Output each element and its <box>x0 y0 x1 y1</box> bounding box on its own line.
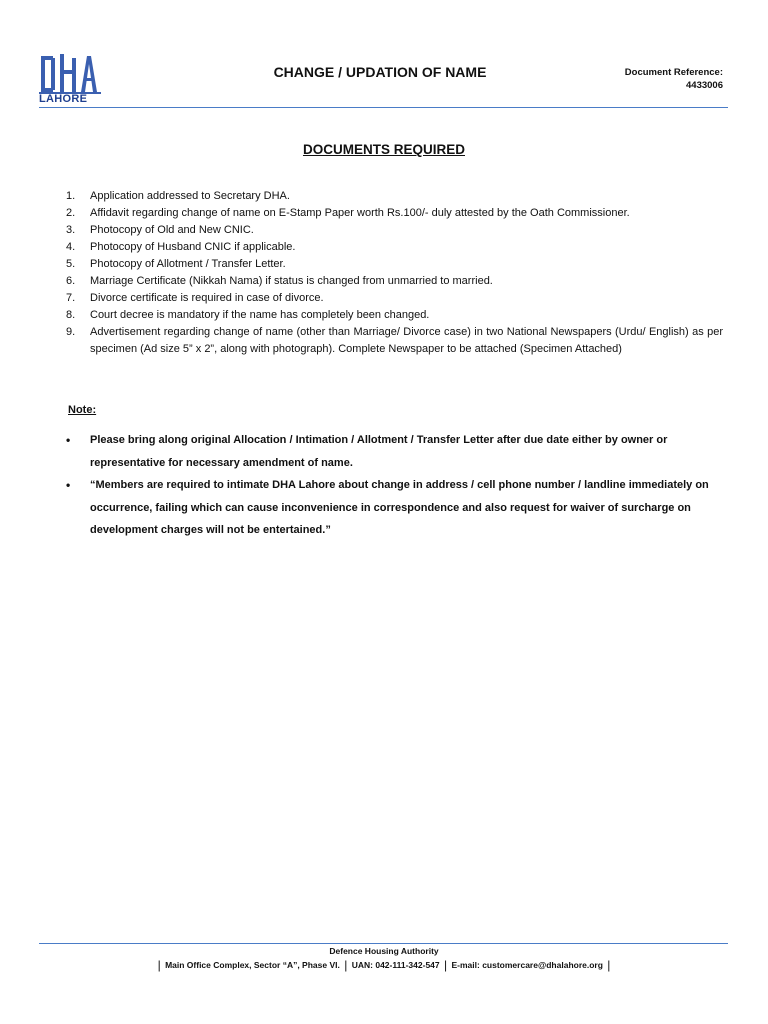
item-number: 2. <box>66 207 76 219</box>
item-number: 4. <box>66 241 76 253</box>
item-number: 3. <box>66 224 76 236</box>
notes-list <box>66 429 726 542</box>
list-item <box>66 273 723 290</box>
item-text: Marriage Certificate (Nikkah Nama) if status is changed from unmarried to married. <box>90 275 493 287</box>
section-title-documents: DOCUMENTS REQUIRED <box>302 142 465 157</box>
separator-icon: | <box>444 958 448 972</box>
item-number: 9. <box>66 326 76 338</box>
documents-list <box>66 188 723 358</box>
item-number: 5. <box>66 258 76 270</box>
bullet-icon: • <box>66 433 71 447</box>
list-item <box>66 324 723 358</box>
item-text: Photocopy of Old and New CNIC. <box>90 224 254 236</box>
separator-icon: | <box>607 958 611 972</box>
item-text: Advertisement regarding change of name (other than Marriage/ Divorce case) in two National Newspapers (Urdu/ English) as per specimen (Ad size 5” x 2”, along with photograph). Complete Newspaper to be attached (Specimen Attached) <box>90 326 723 355</box>
item-text: Photocopy of Allotment / Transfer Letter. <box>90 258 286 270</box>
note-item <box>66 429 726 474</box>
bullet-icon: • <box>66 478 71 492</box>
note-item <box>66 474 726 542</box>
list-item <box>66 222 723 239</box>
document-reference-label: Document Reference: <box>624 67 723 78</box>
item-number: 1. <box>66 190 76 202</box>
footer-contact <box>0 958 768 972</box>
item-number: 8. <box>66 309 76 321</box>
footer-address: Main Office Complex, Sector “A”, Phase VI. <box>165 960 340 970</box>
page-title: CHANGE / UPDATION OF NAME <box>273 64 487 80</box>
document-reference-value: 4433006 <box>686 80 723 91</box>
note-label: Note: <box>68 404 97 416</box>
list-item <box>66 290 723 307</box>
logo-text: LAHORE <box>39 93 88 105</box>
list-item <box>66 256 723 273</box>
separator-icon: | <box>157 958 161 972</box>
list-item <box>66 188 723 205</box>
item-text: Divorce certificate is required in case of divorce. <box>90 292 324 304</box>
list-item <box>66 205 723 222</box>
separator-icon: | <box>344 958 348 972</box>
list-item <box>66 307 723 324</box>
item-text: Application addressed to Secretary DHA. <box>90 190 290 202</box>
note-text: Please bring along original Allocation / Intimation / Allotment / Transfer Letter after due date either by owner or representative for necessary amendment of name. <box>90 434 668 469</box>
item-number: 7. <box>66 292 76 304</box>
item-text: Photocopy of Husband CNIC if applicable. <box>90 241 296 253</box>
list-item <box>66 239 723 256</box>
footer-uan: UAN: 042-111-342-547 <box>351 960 440 970</box>
note-text: “Members are required to intimate DHA Lahore about change in address / cell phone number / landline immediately on occurrence, failing which can cause inconvenience in correspondence and also request for waiver of surcharge on development charges will not be entertained.” <box>90 479 709 536</box>
header-divider <box>39 107 728 108</box>
item-number: 6. <box>66 275 76 287</box>
footer-organization: Defence Housing Authority <box>329 946 439 956</box>
item-text: Affidavit regarding change of name on E-Stamp Paper worth Rs.100/- duly attested by the Oath Commissioner. <box>90 207 630 219</box>
footer-divider <box>39 943 728 944</box>
footer-email[interactable]: E-mail: customercare@dhalahore.org <box>451 960 603 970</box>
item-text: Court decree is mandatory if the name has completely been changed. <box>90 309 430 321</box>
document-reference <box>625 66 723 92</box>
